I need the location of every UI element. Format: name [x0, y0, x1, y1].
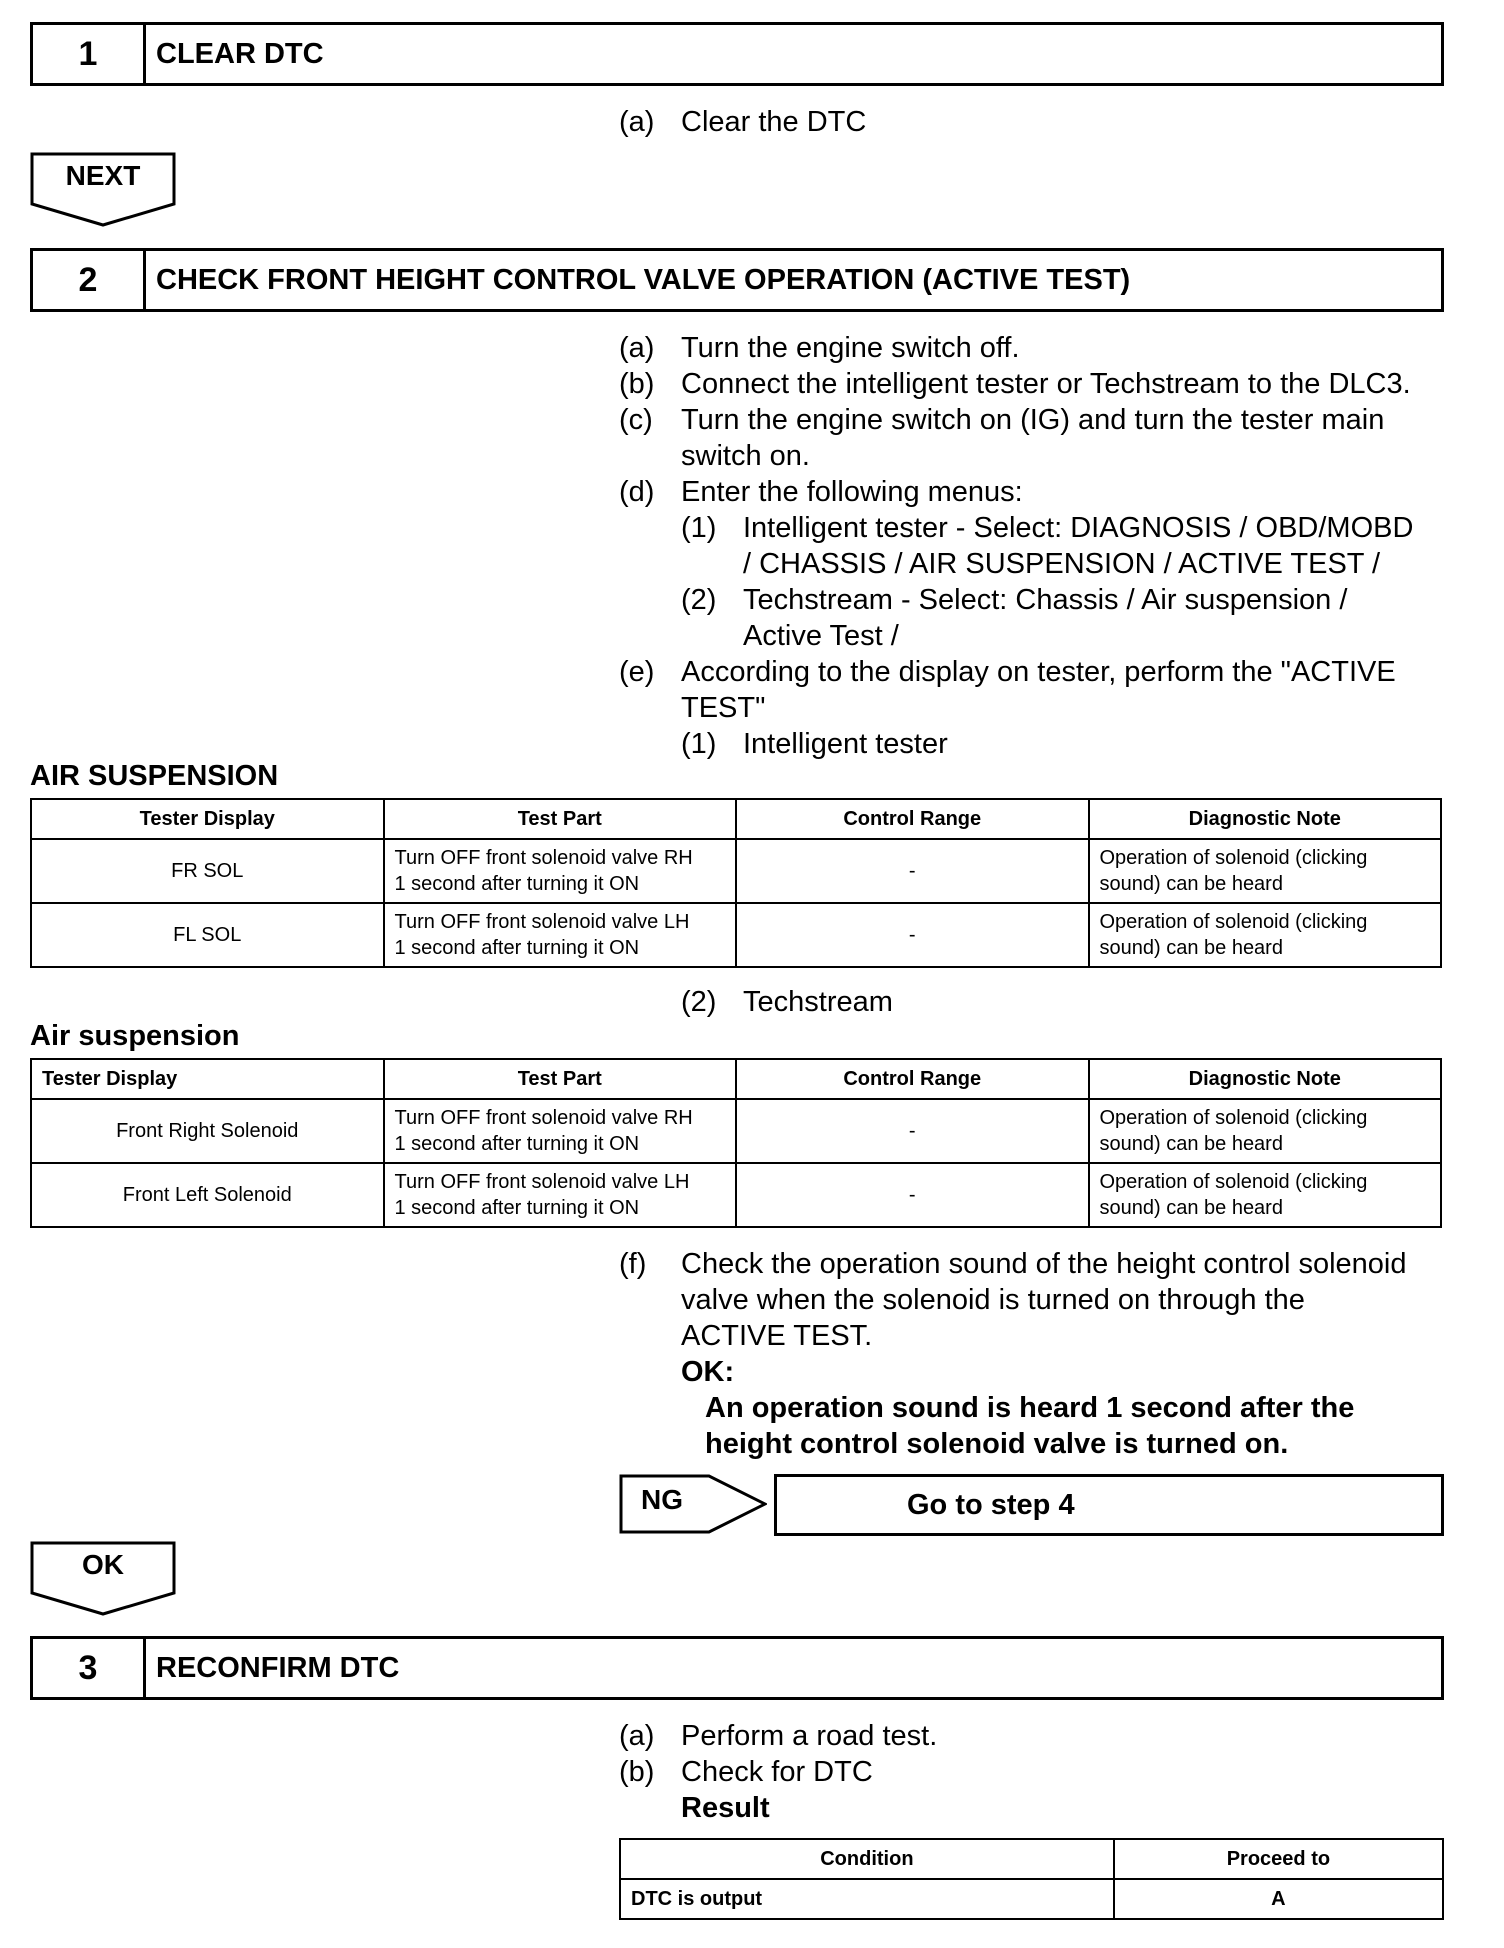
- ok-label: OK: [82, 1549, 124, 1580]
- test-part-line: Turn OFF front solenoid valve LH: [394, 911, 690, 933]
- diagnostic-note-cell: [1089, 1099, 1442, 1163]
- note-line: sound) can be heard: [1099, 1133, 1283, 1155]
- column-header: Diagnostic Note: [1089, 1059, 1442, 1099]
- goto-step-4-link[interactable]: [774, 1474, 1444, 1536]
- result-table: [619, 1838, 1444, 1920]
- item-label: (c): [619, 404, 653, 436]
- step-title: CLEAR DTC: [156, 37, 324, 70]
- item-label: (f): [619, 1248, 647, 1280]
- instruction-text: Check the operation sound of the height control solenoid: [681, 1248, 1407, 1280]
- ng-arrow[interactable]: [619, 1474, 767, 1534]
- test-part-line: Turn OFF front solenoid valve RH: [394, 847, 693, 869]
- note-line: sound) can be heard: [1099, 873, 1283, 895]
- test-part-cell: [384, 839, 737, 903]
- item-label: (a): [619, 332, 655, 364]
- table-row: [31, 1163, 1441, 1227]
- instruction-text: Techstream: [743, 986, 893, 1018]
- column-header: Control Range: [736, 1059, 1089, 1099]
- step-1-header: [30, 22, 1444, 86]
- tester-display-cell: Front Left Solenoid: [31, 1163, 384, 1227]
- item-label: (d): [619, 476, 655, 508]
- table-header-row: [31, 1059, 1441, 1099]
- step-number: 2: [33, 251, 146, 309]
- instruction-text: Perform a road test.: [681, 1720, 938, 1752]
- column-header: Control Range: [736, 799, 1089, 839]
- table-row: [31, 839, 1441, 903]
- diagnostic-note-cell: [1089, 1163, 1442, 1227]
- test-part-line: 1 second after turning it ON: [394, 1197, 640, 1219]
- column-header: Proceed to: [1114, 1839, 1443, 1879]
- column-header: Tester Display: [31, 1059, 384, 1099]
- table-row: [31, 1099, 1441, 1163]
- air-suspension-table: [30, 798, 1442, 968]
- table-header-row: [620, 1839, 1443, 1879]
- item-label: (b): [619, 368, 655, 400]
- ok-criteria-label: OK:: [681, 1356, 735, 1388]
- subitem-label: (2): [681, 584, 717, 616]
- test-part-line: 1 second after turning it ON: [394, 873, 640, 895]
- ok-criteria-text: An operation sound is heard 1 second after the: [705, 1392, 1355, 1424]
- test-part-cell: [384, 903, 737, 967]
- note-line: Operation of solenoid (clicking: [1099, 1171, 1368, 1193]
- test-part-cell: [384, 1099, 737, 1163]
- item-label: (a): [619, 1720, 655, 1752]
- note-line: Operation of solenoid (clicking: [1099, 1107, 1368, 1129]
- note-line: Operation of solenoid (clicking: [1099, 847, 1368, 869]
- ok-arrow[interactable]: [30, 1541, 176, 1617]
- subitem-label: (1): [681, 728, 717, 760]
- instruction-text: According to the display on tester, perform the "ACTIVE: [681, 656, 1396, 688]
- control-range-cell: -: [736, 1099, 1089, 1163]
- control-range-cell: -: [736, 1163, 1089, 1227]
- table-header-row: [31, 799, 1441, 839]
- column-header: Diagnostic Note: [1089, 799, 1442, 839]
- tester-display-cell: FR SOL: [31, 839, 384, 903]
- tester-display-cell: FL SOL: [31, 903, 384, 967]
- result-heading: Result: [681, 1792, 770, 1824]
- note-line: Operation of solenoid (clicking: [1099, 911, 1368, 933]
- subitem-label: (2): [681, 986, 717, 1018]
- condition-cell: DTC is output: [620, 1879, 1114, 1919]
- instruction-text: Enter the following menus:: [681, 476, 1023, 508]
- air-suspension-techstream-table: [30, 1058, 1442, 1228]
- table-row: [620, 1879, 1443, 1919]
- column-header: Test Part: [384, 1059, 737, 1099]
- step-title: CHECK FRONT HEIGHT CONTROL VALVE OPERATION (ACTIVE TEST): [156, 263, 1131, 296]
- instruction-text: ACTIVE TEST.: [681, 1320, 873, 1352]
- item-label: (a): [619, 106, 655, 138]
- step-2-header: [30, 248, 1444, 312]
- test-part-line: 1 second after turning it ON: [394, 937, 640, 959]
- test-part-line: 1 second after turning it ON: [394, 1133, 640, 1155]
- instruction-text: Check for DTC: [681, 1756, 873, 1788]
- control-range-cell: -: [736, 903, 1089, 967]
- diagnostic-note-cell: [1089, 839, 1442, 903]
- ng-label: NG: [641, 1484, 683, 1515]
- column-header: Condition: [620, 1839, 1114, 1879]
- proceed-to-cell: A: [1114, 1879, 1443, 1919]
- step-title: RECONFIRM DTC: [156, 1651, 400, 1684]
- diagnostic-note-cell: [1089, 903, 1442, 967]
- instruction-text: Intelligent tester: [743, 728, 948, 760]
- note-line: sound) can be heard: [1099, 937, 1283, 959]
- instruction-text: Turn the engine switch on (IG) and turn the tester main: [681, 404, 1385, 436]
- item-label: (b): [619, 1756, 655, 1788]
- item-label: (e): [619, 656, 655, 688]
- instruction-text: valve when the solenoid is turned on through the: [681, 1284, 1305, 1316]
- step-number: 1: [33, 25, 146, 83]
- next-label: NEXT: [65, 160, 141, 191]
- control-range-cell: -: [736, 839, 1089, 903]
- instruction-text: / CHASSIS / AIR SUSPENSION / ACTIVE TEST /: [743, 548, 1381, 580]
- next-arrow[interactable]: [30, 152, 176, 228]
- table-title: Air suspension: [30, 1020, 240, 1052]
- step-number: 3: [33, 1639, 146, 1697]
- instruction-text: Connect the intelligent tester or Techstream to the DLC3.: [681, 368, 1411, 400]
- column-header: Test Part: [384, 799, 737, 839]
- instruction-text: TEST": [681, 692, 766, 724]
- test-part-cell: [384, 1163, 737, 1227]
- column-header: Tester Display: [31, 799, 384, 839]
- instruction-text: Techstream - Select: Chassis / Air suspension /: [743, 584, 1348, 616]
- table-row: [31, 903, 1441, 967]
- tester-display-cell: Front Right Solenoid: [31, 1099, 384, 1163]
- note-line: sound) can be heard: [1099, 1197, 1283, 1219]
- instruction-text: Turn the engine switch off.: [681, 332, 1020, 364]
- table-title: AIR SUSPENSION: [30, 760, 279, 792]
- goto-label: Go to step 4: [907, 1488, 1075, 1521]
- subitem-label: (1): [681, 512, 717, 544]
- ok-criteria-text: height control solenoid valve is turned on.: [705, 1428, 1289, 1460]
- instruction-text: switch on.: [681, 440, 810, 472]
- instruction-text: Clear the DTC: [681, 106, 867, 138]
- instruction-text: Intelligent tester - Select: DIAGNOSIS / OBD/MOBD: [743, 512, 1414, 544]
- instruction-text: Active Test /: [743, 620, 899, 652]
- test-part-line: Turn OFF front solenoid valve LH: [394, 1171, 690, 1193]
- step-3-header: [30, 1636, 1444, 1700]
- test-part-line: Turn OFF front solenoid valve RH: [394, 1107, 693, 1129]
